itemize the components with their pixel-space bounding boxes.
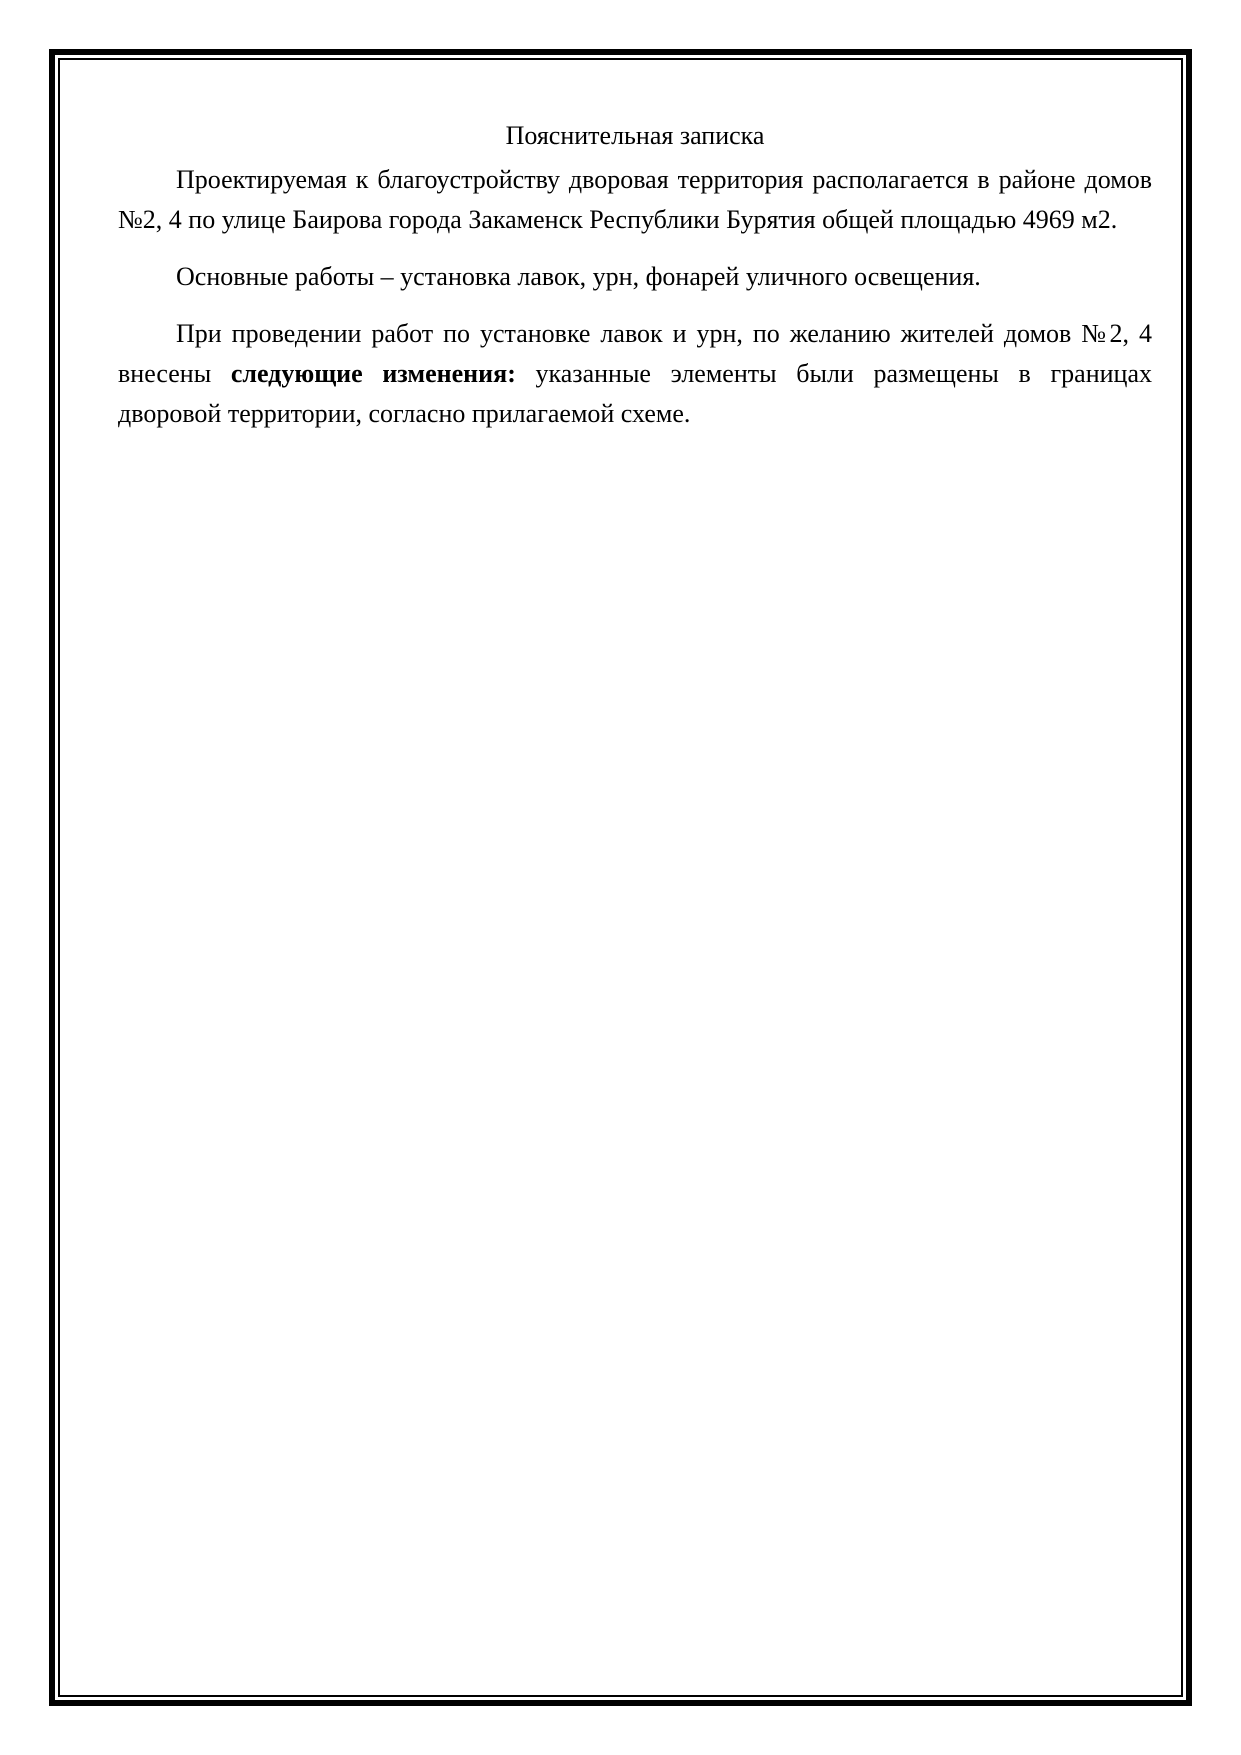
- paragraph-changes-bold: следующие изменения:: [230, 359, 516, 388]
- document-body: [118, 116, 1152, 451]
- paragraph-changes-rest: указанные элементы были размещены в границах дворовой территории, согласно прилагаемой схеме.: [118, 359, 1152, 428]
- paragraph-location: Проектируемая к благоустройству дворовая территория располагается в районе домов №2, 4 по улице Баирова города Закаменск Республики Бурятия общей площадью 4969 м2.: [118, 165, 1152, 234]
- paragraph-changes-intro: При проведении работ по установке лавок и урн, по желанию жителей домов №2, 4 внесены: [118, 319, 1152, 388]
- paragraph-main-works: Основные работы – установка лавок, урн, фонарей уличного освещения.: [176, 262, 981, 291]
- paragraph-changes: [118, 314, 1152, 434]
- document-title: Пояснительная записка: [505, 121, 765, 150]
